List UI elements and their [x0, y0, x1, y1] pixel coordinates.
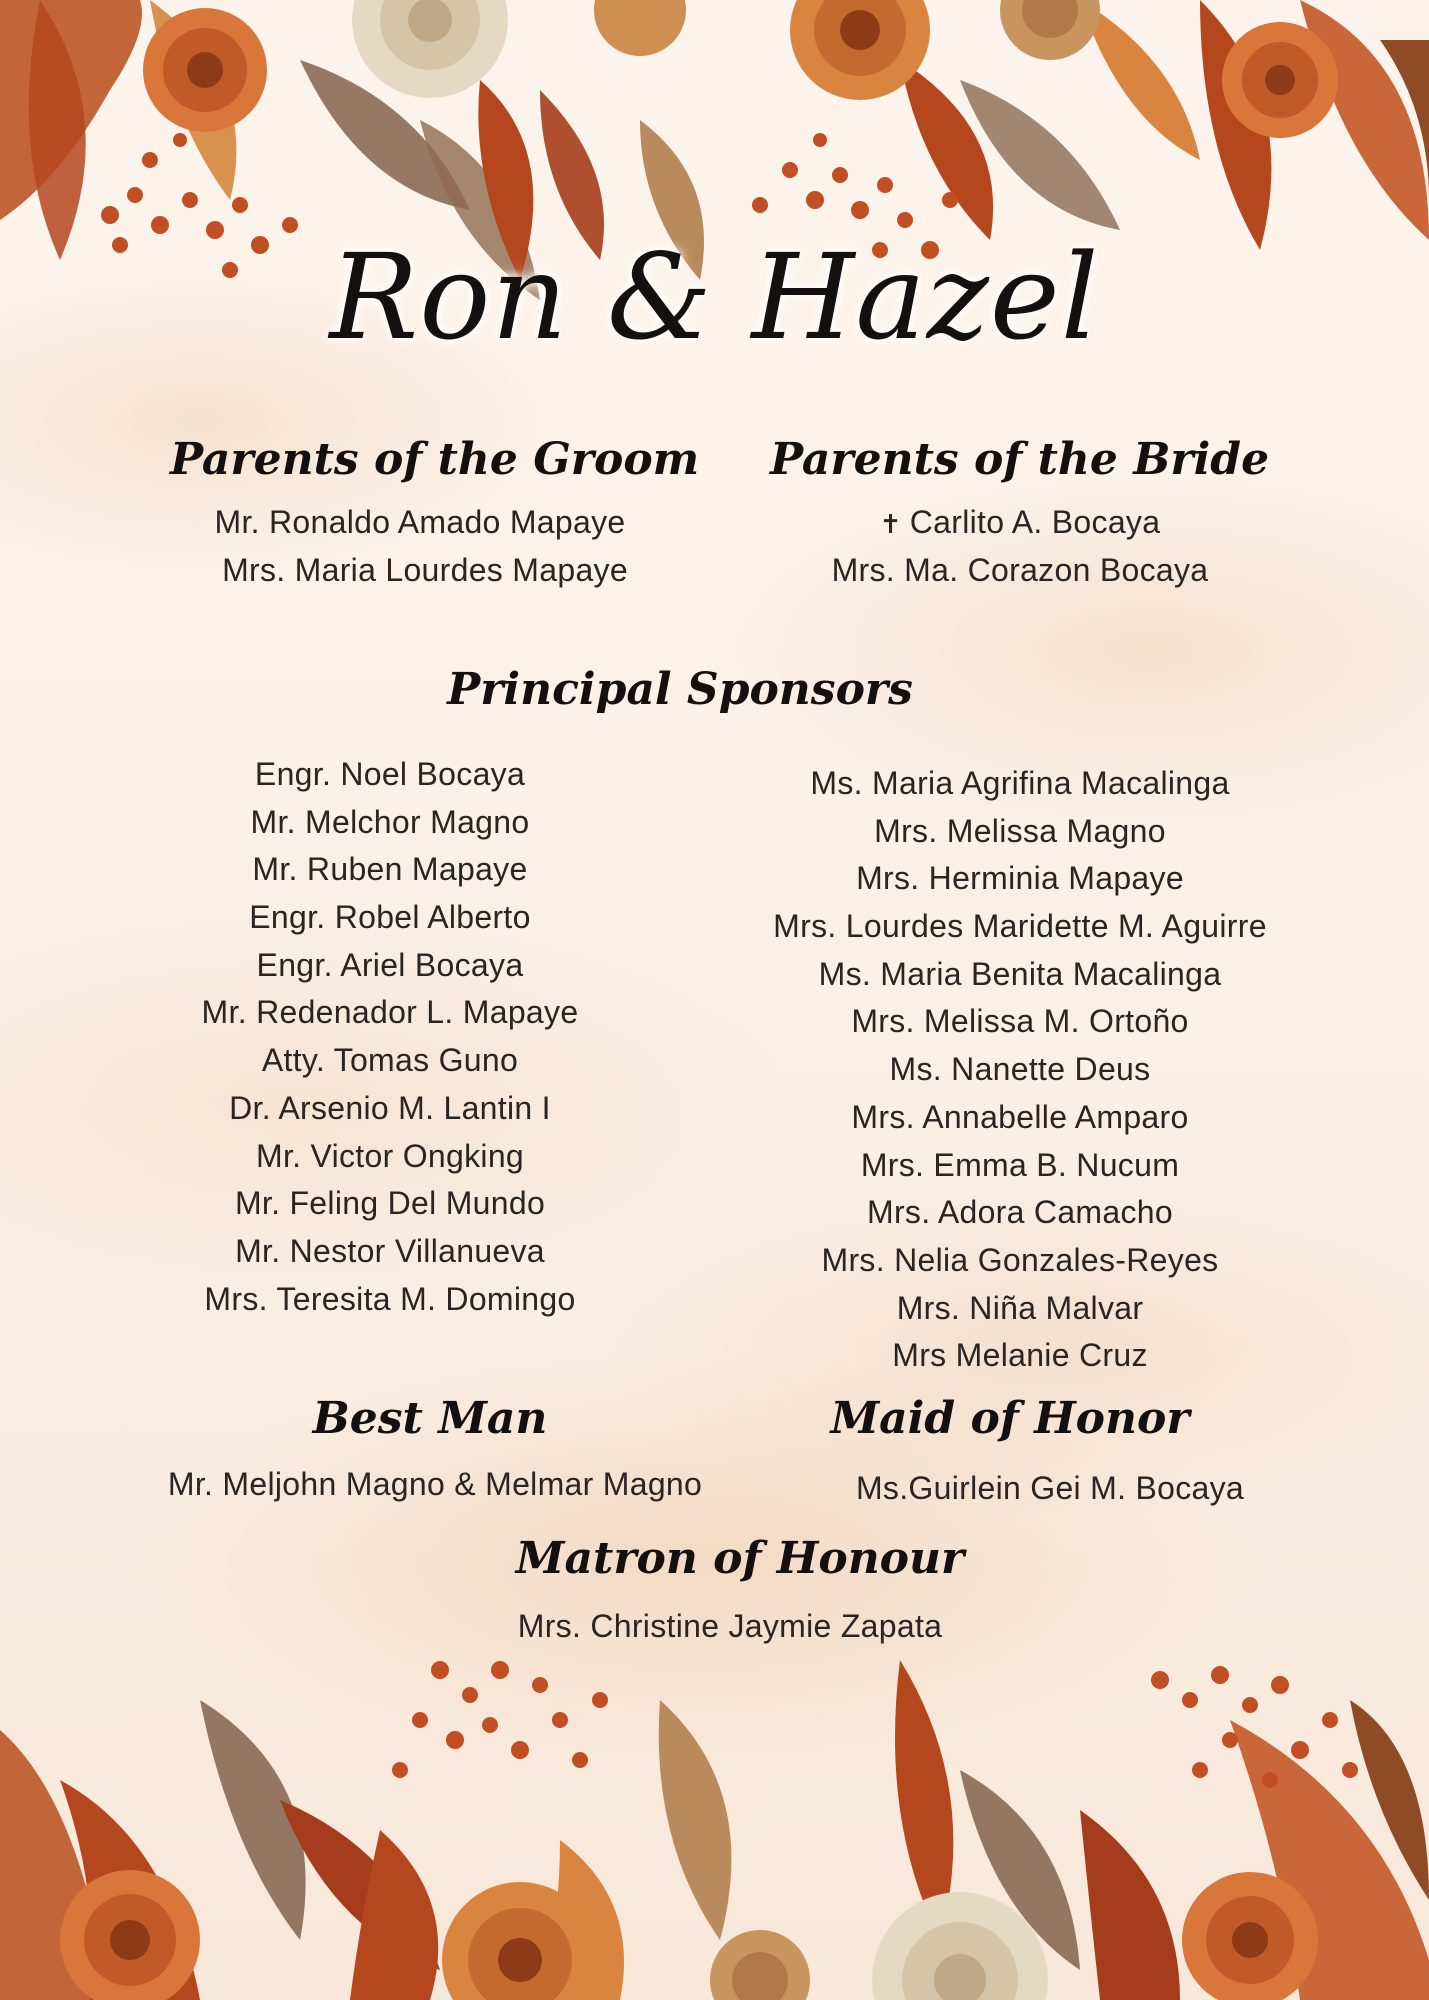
list-item: Mrs. Teresita M. Domingo: [204, 1280, 576, 1317]
groom-father-name: Mr. Ronaldo Amado Mapaye: [214, 504, 626, 540]
list-item: Mr. Redenador L. Mapaye: [201, 994, 579, 1031]
maid-of-honor-name: Ms.Guirlein Gei M. Bocaya: [855, 1470, 1245, 1506]
bride-mother-name: Mrs. Ma. Corazon Bocaya: [831, 552, 1209, 588]
groom-mother-name: Mrs. Maria Lourdes Mapaye: [222, 552, 628, 588]
list-item: Mrs. Herminia Mapaye: [856, 860, 1184, 897]
list-item: Mrs. Emma B. Nucum: [860, 1146, 1180, 1183]
list-item: Mr. Feling Del Mundo: [234, 1185, 546, 1222]
couple-names: Ron & Hazel: [329, 228, 1100, 366]
bottom-floral-border: [0, 1640, 1429, 2000]
list-item: Mr. Victor Ongking: [255, 1137, 525, 1174]
list-item: Mrs Melanie Cruz: [892, 1337, 1148, 1374]
list-item: Mrs. Nelia Gonzales-Reyes: [821, 1241, 1219, 1278]
list-item: Ms. Maria Agrifina Macalinga: [810, 765, 1230, 801]
list-item: Atty. Tomas Guno: [261, 1042, 519, 1079]
best-man-name: Mr. Meljohn Magno & Melmar Magno: [167, 1466, 703, 1502]
sponsors-left-list: [140, 751, 640, 1323]
list-item: Ms. Maria Benita Macalinga: [818, 955, 1222, 992]
matron-of-honour-name: Mrs. Christine Jaymie Zapata: [517, 1608, 943, 1644]
list-item: Mr. Melchor Magno: [250, 803, 530, 840]
principal-sponsors-heading: Principal Sponsors: [447, 664, 913, 715]
bride-father-name: Carlito A. Bocaya: [909, 504, 1161, 540]
list-item: Engr. Ariel Bocaya: [256, 946, 524, 983]
list-item: Mrs. Adora Camacho: [867, 1194, 1173, 1231]
cross-icon: ✝: [879, 510, 902, 540]
list-item: Mrs. Melissa M. Ortoño: [851, 1003, 1189, 1040]
sponsors-right-list: [730, 760, 1310, 1380]
list-item: Ms. Nanette Deus: [889, 1051, 1151, 1088]
list-item: Dr. Arsenio M. Lantin I: [229, 1089, 551, 1126]
list-item: Mrs. Melissa Magno: [874, 812, 1166, 849]
list-item: Mrs. Niña Malvar: [896, 1289, 1144, 1326]
list-item: Engr. Robel Alberto: [249, 899, 531, 936]
groom-parents-heading: Parents of the Groom: [170, 434, 700, 485]
matron-of-honour-heading: Matron of Honour: [515, 1533, 965, 1584]
bottom-berries: [392, 1661, 1358, 1788]
list-item: Mrs. Lourdes Maridette M. Aguirre: [773, 908, 1267, 945]
best-man-heading: Best Man: [312, 1393, 548, 1444]
bride-father-line: [770, 504, 1270, 541]
list-item: Mr. Ruben Mapaye: [252, 851, 528, 888]
maid-of-honor-heading: Maid of Honor: [830, 1393, 1190, 1444]
list-item: Engr. Noel Bocaya: [254, 756, 526, 792]
bride-parents-heading: Parents of the Bride: [770, 434, 1270, 485]
list-item: Mr. Nestor Villanueva: [235, 1232, 545, 1269]
list-item: Mrs. Annabelle Amparo: [851, 1098, 1189, 1135]
